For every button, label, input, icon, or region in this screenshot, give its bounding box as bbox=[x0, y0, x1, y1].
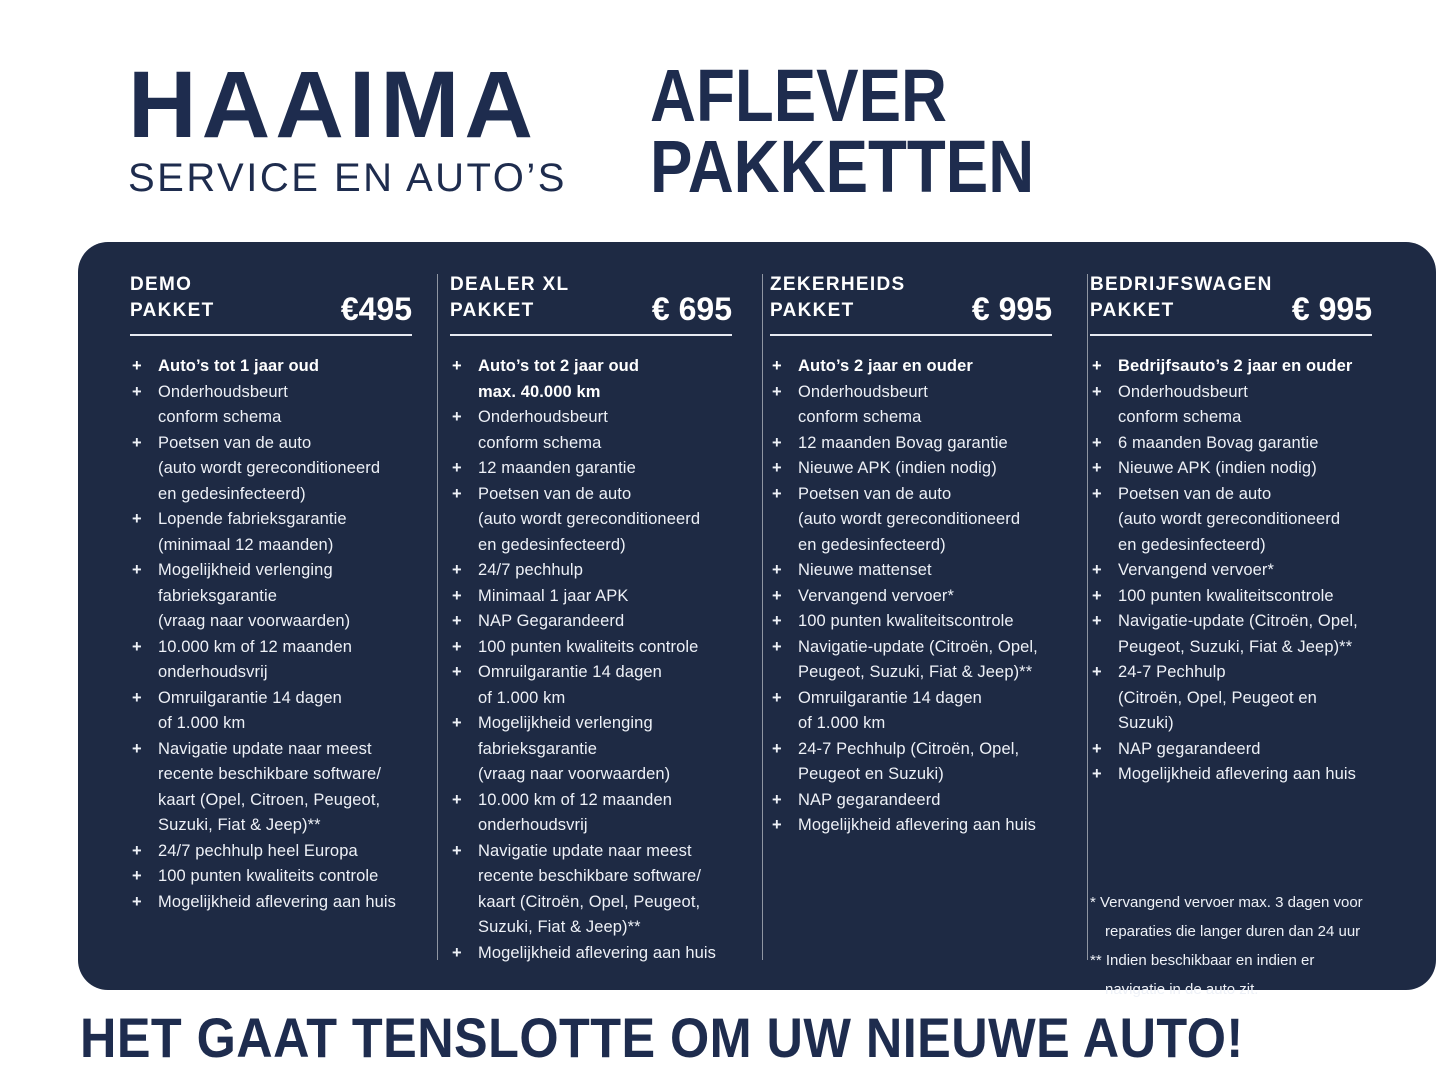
package-price: €495 bbox=[340, 291, 412, 327]
package-item-text: Auto’s tot 1 jaar oud bbox=[158, 357, 319, 375]
package-column-bedrijfswagen bbox=[1090, 272, 1410, 1004]
package-item-text: Vervangend vervoer* bbox=[798, 586, 954, 605]
package-item-text: Onderhoudsbeurt conform schema bbox=[798, 382, 928, 426]
package-item bbox=[450, 660, 732, 711]
package-item-text: Nieuwe mattenset bbox=[798, 561, 932, 579]
package-item-text: 10.000 km of 12 maanden onderhoudsvrij bbox=[478, 790, 673, 834]
plus-bullet: + bbox=[452, 943, 462, 962]
package-item bbox=[770, 813, 1052, 839]
package-item-text: Onderhoudsbeurt conform schema bbox=[158, 382, 288, 426]
package-item bbox=[1090, 737, 1372, 763]
package-item bbox=[770, 354, 1052, 380]
dealer-logo bbox=[128, 52, 567, 201]
package-item-text: 100 punten kwaliteits controle bbox=[158, 867, 379, 885]
package-title-top: ZEKERHEIDS bbox=[770, 274, 906, 295]
plus-bullet: + bbox=[1092, 459, 1102, 477]
package-item bbox=[450, 482, 732, 559]
plus-bullet: + bbox=[132, 382, 142, 401]
package-item-text: 100 punten kwaliteits controle bbox=[478, 637, 699, 656]
package-item bbox=[130, 431, 412, 508]
package-item bbox=[770, 635, 1052, 686]
plus-bullet: + bbox=[132, 357, 142, 375]
plus-bullet: + bbox=[772, 382, 782, 401]
package-item bbox=[450, 788, 732, 839]
package-title bbox=[770, 272, 905, 324]
package-item-text: Minimaal 1 jaar APK bbox=[478, 586, 629, 605]
plus-bullet: + bbox=[132, 688, 142, 707]
footnote-line: * Vervangend vervoer max. 3 dagen voor bbox=[1090, 893, 1363, 911]
page-title-line2: PAKKETTEN bbox=[650, 125, 1035, 208]
package-price: € 695 bbox=[651, 291, 732, 327]
package-item-list bbox=[130, 354, 412, 915]
package-item bbox=[1090, 431, 1372, 457]
package-item bbox=[1090, 354, 1372, 380]
page-title-line1: AFLEVER bbox=[650, 54, 948, 137]
footnote-line: reparaties die langer duren dan 24 uur bbox=[1105, 922, 1361, 940]
plus-bullet: + bbox=[772, 586, 782, 605]
plus-bullet: + bbox=[132, 867, 142, 885]
package-item bbox=[130, 737, 412, 839]
package-item bbox=[450, 711, 732, 788]
package-item-text: NAP gegarandeerd bbox=[1118, 739, 1261, 758]
plus-bullet: + bbox=[1092, 663, 1102, 681]
package-item-text: Mogelijkheid verlenging fabrieksgarantie (vraag naar voorwaarden) bbox=[158, 561, 351, 630]
plus-bullet: + bbox=[1092, 382, 1102, 401]
package-item-text: Nieuwe APK (indien nodig) bbox=[1118, 459, 1317, 477]
package-item bbox=[770, 609, 1052, 635]
package-item bbox=[450, 558, 732, 584]
package-item-text: Poetsen van de auto (auto wordt gereconditioneerd en gedesinfecteerd) bbox=[1118, 484, 1341, 554]
package-item bbox=[450, 405, 732, 456]
package-item bbox=[130, 635, 412, 686]
package-item-text: NAP Gegarandeerd bbox=[478, 612, 625, 630]
package-item-text: 12 maanden garantie bbox=[478, 459, 636, 477]
footnote bbox=[1090, 888, 1372, 946]
package-item bbox=[450, 456, 732, 482]
package-item bbox=[450, 635, 732, 661]
plus-bullet: + bbox=[452, 484, 462, 503]
plus-bullet: + bbox=[452, 586, 462, 605]
package-item-text: 24/7 pechhulp heel Europa bbox=[158, 841, 358, 860]
package-item bbox=[770, 456, 1052, 482]
package-item-list bbox=[450, 354, 732, 966]
package-item-text: Poetsen van de auto (auto wordt gereconditioneerd en gedesinfecteerd) bbox=[798, 484, 1021, 554]
package-title-bottom: PAKKET bbox=[1090, 300, 1175, 321]
package-item bbox=[770, 380, 1052, 431]
plus-bullet: + bbox=[132, 510, 142, 528]
package-item-list bbox=[770, 354, 1052, 839]
package-item bbox=[130, 686, 412, 737]
package-item bbox=[770, 431, 1052, 457]
package-item bbox=[770, 584, 1052, 610]
plus-bullet: + bbox=[772, 790, 782, 809]
package-item-text: Omruilgarantie 14 dagen of 1.000 km bbox=[158, 688, 342, 732]
package-item-text: 24/7 pechhulp bbox=[478, 561, 583, 579]
package-item bbox=[450, 354, 732, 405]
package-item-text: 12 maanden Bovag garantie bbox=[798, 433, 1008, 452]
package-item-text: 24-7 Pechhulp (Citroën, Opel, Peugeot en Suzuki) bbox=[798, 739, 1020, 783]
package-item bbox=[130, 864, 412, 890]
package-item bbox=[1090, 482, 1372, 559]
package-price: € 995 bbox=[1291, 291, 1372, 327]
package-item bbox=[1090, 609, 1372, 660]
plus-bullet: + bbox=[1092, 484, 1102, 503]
package-item bbox=[1090, 660, 1372, 737]
package-item-text: Omruilgarantie 14 dagen of 1.000 km bbox=[478, 663, 662, 707]
package-item-text: Poetsen van de auto (auto wordt gereconditioneerd en gedesinfecteerd) bbox=[478, 484, 701, 554]
package-item-text: Mogelijkheid verlenging fabrieksgarantie (vraag naar voorwaarden) bbox=[478, 714, 671, 783]
package-item bbox=[130, 890, 412, 916]
header-rule bbox=[130, 334, 412, 336]
package-item-text: Nieuwe APK (indien nodig) bbox=[798, 459, 997, 477]
plus-bullet: + bbox=[772, 561, 782, 579]
package-item-text: 10.000 km of 12 maanden onderhoudsvrij bbox=[158, 637, 353, 681]
package-item-text: Vervangend vervoer* bbox=[1118, 561, 1274, 579]
plus-bullet: + bbox=[452, 790, 462, 809]
package-title bbox=[1090, 272, 1273, 324]
package-item-text: Auto’s 2 jaar en ouder bbox=[798, 357, 973, 375]
plus-bullet: + bbox=[452, 612, 462, 630]
footnote-line: ** Indien beschikbaar en indien er bbox=[1090, 951, 1315, 969]
package-item-text: Mogelijkheid aflevering aan huis bbox=[1118, 765, 1357, 783]
plus-bullet: + bbox=[772, 357, 782, 375]
package-item-text: Mogelijkheid aflevering aan huis bbox=[478, 943, 717, 962]
package-title-bottom: PAKKET bbox=[450, 300, 535, 321]
plus-bullet: + bbox=[772, 688, 782, 707]
footnote bbox=[1090, 946, 1372, 1004]
plus-bullet: + bbox=[452, 561, 462, 579]
package-item bbox=[450, 839, 732, 941]
package-item-text: Navigatie update naar meest recente beschikbare software/ kaart (Citroën, Opel, Peugeot, Suzuki, Fiat & Jeep)** bbox=[478, 841, 702, 936]
package-item bbox=[130, 839, 412, 865]
package-item bbox=[130, 354, 412, 380]
package-item-text: Auto’s tot 2 jaar oud max. 40.000 km bbox=[478, 357, 639, 401]
plus-bullet: + bbox=[452, 459, 462, 477]
package-item-text: NAP gegarandeerd bbox=[798, 790, 941, 809]
plus-bullet: + bbox=[1092, 561, 1102, 579]
package-header bbox=[130, 272, 412, 327]
plus-bullet: + bbox=[452, 714, 462, 732]
package-item-text: Poetsen van de auto (auto wordt gereconditioneerd en gedesinfecteerd) bbox=[158, 433, 381, 503]
package-title-top: DEMO bbox=[130, 274, 193, 295]
plus-bullet: + bbox=[772, 637, 782, 656]
plus-bullet: + bbox=[1092, 433, 1102, 452]
package-item bbox=[770, 686, 1052, 737]
package-column-dealer-xl bbox=[450, 272, 770, 1004]
package-item-text: Mogelijkheid aflevering aan huis bbox=[158, 892, 397, 911]
package-item bbox=[130, 558, 412, 635]
package-item-text: 100 punten kwaliteitscontrole bbox=[798, 612, 1014, 630]
package-column-zekerheids bbox=[770, 272, 1090, 1004]
page-title bbox=[650, 54, 1035, 208]
plus-bullet: + bbox=[452, 841, 462, 860]
plus-bullet: + bbox=[132, 637, 142, 656]
plus-bullet: + bbox=[132, 739, 142, 758]
package-title-top: BEDRIJFSWAGEN bbox=[1090, 274, 1273, 295]
package-item bbox=[770, 788, 1052, 814]
package-item-text: Onderhoudsbeurt conform schema bbox=[478, 408, 608, 452]
plus-bullet: + bbox=[132, 561, 142, 579]
plus-bullet: + bbox=[772, 612, 782, 630]
package-item-text: Omruilgarantie 14 dagen of 1.000 km bbox=[798, 688, 982, 732]
logo-title: HAAIMA bbox=[128, 52, 538, 158]
package-item-list bbox=[1090, 354, 1372, 788]
packages-panel bbox=[78, 242, 1436, 998]
plus-bullet: + bbox=[772, 433, 782, 452]
header-rule bbox=[450, 334, 732, 336]
package-item bbox=[770, 482, 1052, 559]
plus-bullet: + bbox=[132, 892, 142, 911]
package-header bbox=[450, 272, 732, 327]
package-item-text: Mogelijkheid aflevering aan huis bbox=[798, 816, 1037, 834]
logo-subtitle: SERVICE EN AUTO’S bbox=[128, 156, 567, 200]
plus-bullet: + bbox=[1092, 765, 1102, 783]
plus-bullet: + bbox=[452, 637, 462, 656]
package-item bbox=[1090, 762, 1372, 788]
package-item-text: 100 punten kwaliteitscontrole bbox=[1118, 586, 1334, 605]
package-item bbox=[1090, 456, 1372, 482]
plus-bullet: + bbox=[1092, 357, 1102, 375]
package-item bbox=[130, 380, 412, 431]
header-rule bbox=[1090, 334, 1372, 336]
plus-bullet: + bbox=[772, 739, 782, 758]
plus-bullet: + bbox=[772, 459, 782, 477]
package-item-text: 24-7 Pechhulp (Citroën, Opel, Peugeot en Suzuki) bbox=[1118, 663, 1317, 732]
package-item-text: Onderhoudsbeurt conform schema bbox=[1118, 382, 1248, 426]
plus-bullet: + bbox=[452, 357, 462, 375]
package-item bbox=[450, 941, 732, 967]
plus-bullet: + bbox=[132, 841, 142, 860]
package-item-text: Bedrijfsauto’s 2 jaar en ouder bbox=[1118, 357, 1353, 375]
package-title-bottom: PAKKET bbox=[770, 300, 855, 321]
package-item bbox=[770, 737, 1052, 788]
package-price: € 995 bbox=[971, 291, 1052, 327]
package-item-text: Navigatie-update (Citroën, Opel, Peugeot, Suzuki, Fiat & Jeep)** bbox=[1118, 612, 1358, 656]
header-rule bbox=[770, 334, 1052, 336]
package-header bbox=[770, 272, 1052, 327]
package-title bbox=[130, 272, 215, 324]
package-item bbox=[450, 584, 732, 610]
package-item bbox=[450, 609, 732, 635]
footnote-line: navigatie in de auto zit. bbox=[1105, 980, 1259, 998]
package-item bbox=[130, 507, 412, 558]
package-item bbox=[1090, 584, 1372, 610]
footnotes bbox=[1090, 888, 1372, 1004]
plus-bullet: + bbox=[452, 408, 462, 426]
bottom-tagline: HET GAAT TENSLOTTE OM UW NIEUWE AUTO! bbox=[80, 1006, 1244, 1069]
package-item-text: Navigatie-update (Citroën, Opel, Peugeot, Suzuki, Fiat & Jeep)** bbox=[798, 637, 1038, 681]
package-item bbox=[770, 558, 1052, 584]
package-item-text: Lopende fabrieksgarantie (minimaal 12 maanden) bbox=[158, 510, 347, 554]
package-title bbox=[450, 272, 569, 324]
plus-bullet: + bbox=[1092, 739, 1102, 758]
plus-bullet: + bbox=[772, 816, 782, 834]
package-header bbox=[1090, 272, 1372, 327]
package-item-text: 6 maanden Bovag garantie bbox=[1118, 433, 1319, 452]
plus-bullet: + bbox=[132, 433, 142, 452]
plus-bullet: + bbox=[1092, 586, 1102, 605]
plus-bullet: + bbox=[452, 663, 462, 681]
package-column-demo bbox=[130, 272, 450, 1004]
package-item bbox=[1090, 558, 1372, 584]
plus-bullet: + bbox=[772, 484, 782, 503]
package-title-bottom: PAKKET bbox=[130, 300, 215, 321]
package-item-text: Navigatie update naar meest recente beschikbare software/ kaart (Opel, Citroen, Peugeot, Suzuki, Fiat & Jeep)** bbox=[158, 739, 382, 834]
plus-bullet: + bbox=[1092, 612, 1102, 630]
package-title-top: DEALER XL bbox=[450, 274, 570, 295]
package-item bbox=[1090, 380, 1372, 431]
